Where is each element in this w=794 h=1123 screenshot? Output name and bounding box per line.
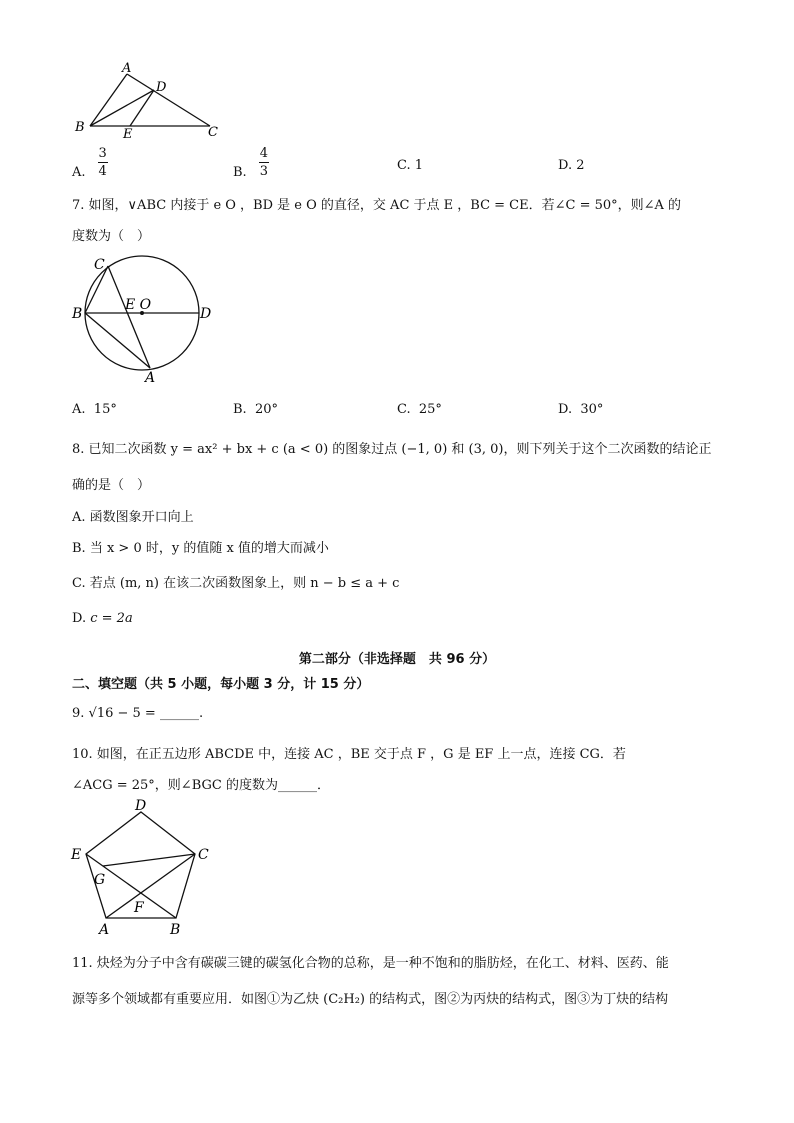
q8-stem-line1: 8. 已知二次函数 y = ax² + bx + c (a < 0) 的图象过点 (−1, 0) 和 (3, 0)，则下列关于这个二次函数的结论正: [72, 442, 712, 457]
q6-option-c: C. 1: [397, 158, 424, 173]
q10-label-c: C: [198, 847, 209, 863]
q7-option-b: B. 20°: [233, 402, 278, 417]
q7-stem-line2: 度数为（ ）: [72, 229, 151, 244]
q7-label-c: C: [94, 257, 105, 273]
q10-stem-line1: 10. 如图，在正五边形 ABCDE 中，连接 AC ，BE 交于点 F ，G 是 EF 上一点，连接 CG．若: [72, 747, 626, 762]
q7-option-d: D. 30°: [558, 402, 604, 417]
q6-label-b: B: [75, 120, 85, 135]
q7-option-a: A. 15°: [72, 402, 117, 417]
q10-stem-line2: ∠ACG = 25°，则∠BGC 的度数为______．: [72, 778, 330, 793]
section2-title: 二、填空题（共 5 小题，每小题 3 分，计 15 分）: [72, 677, 370, 692]
q7-label-eo: E O: [125, 297, 152, 313]
q10-label-e: E: [71, 847, 82, 863]
q8-option-a: A. 函数图象开口向上: [72, 510, 194, 525]
q10-label-a: A: [99, 922, 110, 938]
part2-title: 第二部分（非选择题 共 96 分）: [298, 652, 496, 667]
q6-option-a: A. $\frac{3}{4}$: [72, 146, 107, 180]
q10-label-g: G: [94, 872, 106, 888]
q7-stem-line1: 7. 如图，∨ABC 内接于 e O ，BD 是 e O 的直径，交 AC 于点 E ，BC = CE．若∠C = 50°，则∠A 的: [72, 198, 682, 213]
q6-option-b: B. $\frac{4}{3}$: [233, 146, 268, 180]
q6-label-c: C: [208, 125, 218, 140]
q8-option-b: B. 当 x > 0 时，y 的值随 x 值的增大而减小: [72, 541, 329, 556]
q7-circle-figure: [70, 254, 220, 386]
q6-label-d: D: [156, 80, 167, 95]
q10-label-d: D: [135, 798, 147, 814]
q8-option-c: C. 若点 (m, n) 在该二次函数图象上，则 n − b ≤ a + c: [72, 576, 400, 591]
q6-option-d: D. 2: [558, 158, 585, 173]
q7-label-d: D: [200, 306, 212, 322]
q11-stem-line1: 11. 炔烃为分子中含有碳碳三键的碳氢化合物的总称，是一种不饱和的脂肪烃，在化工、材料、医药、能: [72, 956, 669, 971]
q11-stem-line2: 源等多个领域都有重要应用．如图①为乙炔 (C₂H₂) 的结构式，图②为丙炔的结构式，图③为丁炔的结构: [72, 992, 669, 1007]
q6-label-e: E: [123, 127, 133, 142]
q7-option-c: C. 25°: [397, 402, 442, 417]
q10-label-f: F: [134, 900, 144, 916]
q10-label-b: B: [170, 922, 181, 938]
q8-stem-line2: 确的是（ ）: [72, 478, 151, 493]
q6-label-a: A: [122, 61, 132, 76]
q6-triangle-figure: [70, 60, 230, 142]
q7-label-b: B: [72, 306, 83, 322]
q7-label-a: A: [145, 370, 156, 386]
q10-pentagon-figure: [66, 798, 216, 938]
q8-option-d: D. c = 2a: [72, 611, 133, 626]
q9-stem: 9. √16 − 5 = ______.: [72, 706, 204, 721]
